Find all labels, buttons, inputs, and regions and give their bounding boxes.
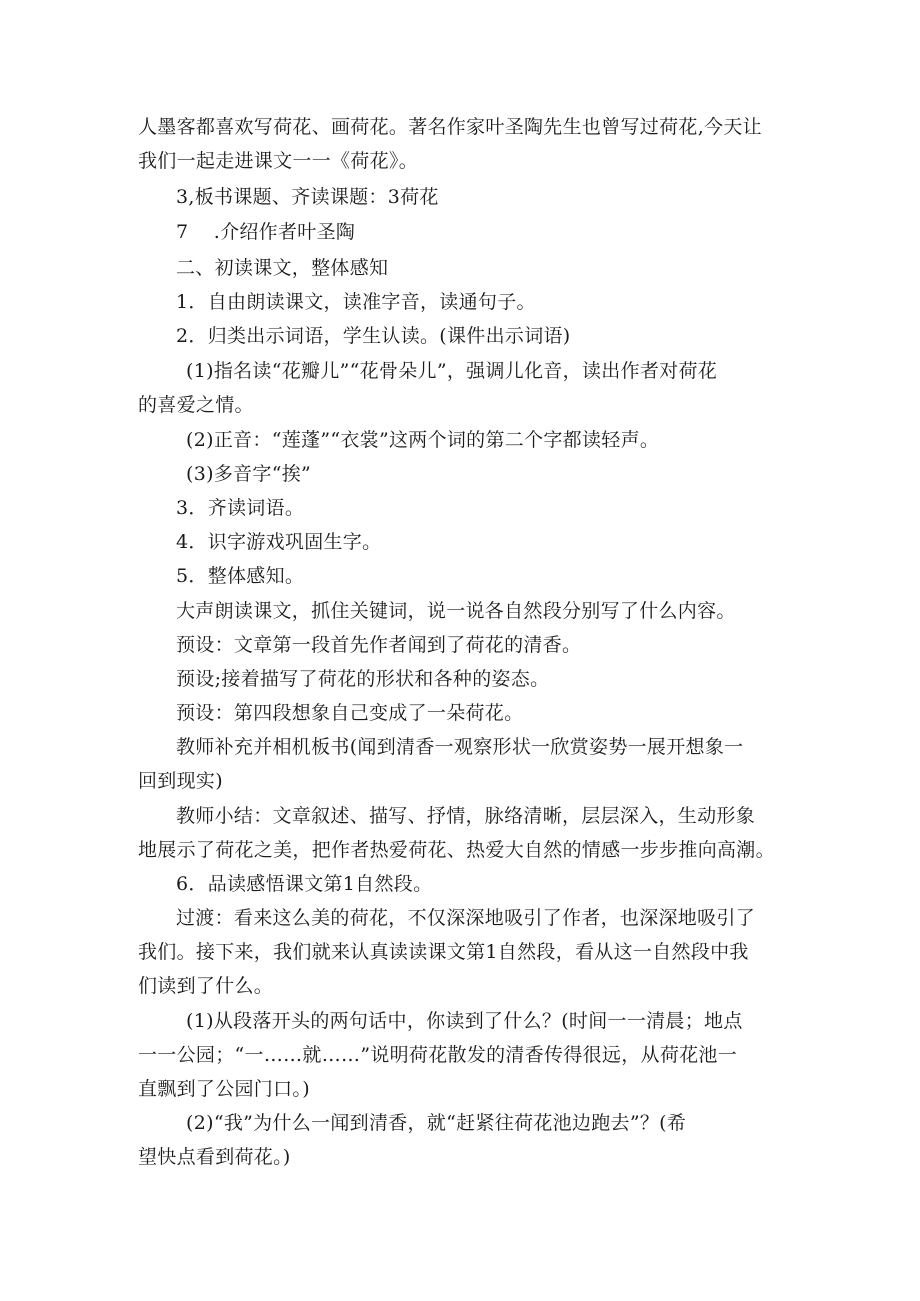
text-line: 过渡：看来这么美的荷花，不仅深深地吸引了作者，也深深地吸引了 [176, 907, 756, 929]
text-line: 直飘到了公园门口。) [138, 1078, 310, 1100]
text-line: (2)正音：“莲蓬”“衣裳”这两个词的第二个字都读轻声。 [186, 429, 660, 451]
text-line: 地展示了荷花之美，把作者热爱荷花、热爱大自然的情感一步步推向高潮。 [138, 839, 775, 861]
text-line: 我们。接下来，我们就来认真读读课文第1自然段，看从这一自然段中我 [138, 941, 749, 963]
text-line: 6．品读感悟课文第1自然段。 [176, 873, 433, 895]
text-line: 大声朗读课文，抓住关键词，说一说各自然段分别写了什么内容。 [176, 600, 736, 622]
text-line: 3．齐读词语。 [176, 497, 305, 519]
text-line: 人墨客都喜欢写荷花、画荷花。著名作家叶圣陶先生也曾写过荷花,今天让 [138, 116, 762, 138]
text-line: (3)多音字“挨” [186, 463, 312, 485]
text-line: 2．归类出示词语，学生认读。(课件出示词语) [176, 325, 571, 347]
text-line: 3,板书课题、齐读课题：3荷花 [176, 186, 439, 208]
text-line: 我们一起走进课文一一《荷花》。 [138, 150, 419, 172]
text-line: 望快点看到荷花。) [138, 1146, 291, 1168]
text-line: 预设：第四段想象自己变成了一朵荷花。 [176, 702, 524, 724]
text-line: (1)从段落开头的两句话中，你读到了什么？(时间一一清晨；地点 [186, 1010, 743, 1032]
text-line: (2)“我”为什么一闻到清香，就“赶紧往荷花池边跑去”？(希 [186, 1112, 687, 1134]
text-line: 4．识字游戏巩固生字。 [176, 531, 382, 553]
text-line: 的喜爱之情。 [138, 394, 254, 416]
text-line: 教师小结：文章叙述、描写、抒情，脉络清晰，层层深入，生动形象 [176, 805, 756, 827]
text-line: 们读到了什么。 [138, 975, 274, 997]
section-heading: 二、初读课文，整体感知 [176, 257, 389, 279]
text-line: 回到现实) [138, 770, 223, 792]
text-line: 1．自由朗读课文，读准字音，读通句子。 [176, 291, 536, 313]
text-line: 一一公园；“一……就……”说明荷花散发的清香传得很远，从荷花池一 [138, 1044, 738, 1066]
text-line: 预设;接着描写了荷花的形状和各种的姿态。 [176, 668, 550, 690]
text-line: 教师补充并相机板书(闻到清香一观察形状一欣赏姿势一展开想象一 [176, 736, 744, 758]
text-line: 预设：文章第一段首先作者闻到了荷花的清香。 [176, 634, 582, 656]
text-line: 7 .介绍作者叶圣陶 [176, 221, 356, 243]
text-line: (1)指名读“花瓣儿”“花骨朵儿”，强调儿化音，读出作者对荷花 [186, 360, 718, 382]
text-line: 5．整体感知。 [176, 565, 305, 587]
